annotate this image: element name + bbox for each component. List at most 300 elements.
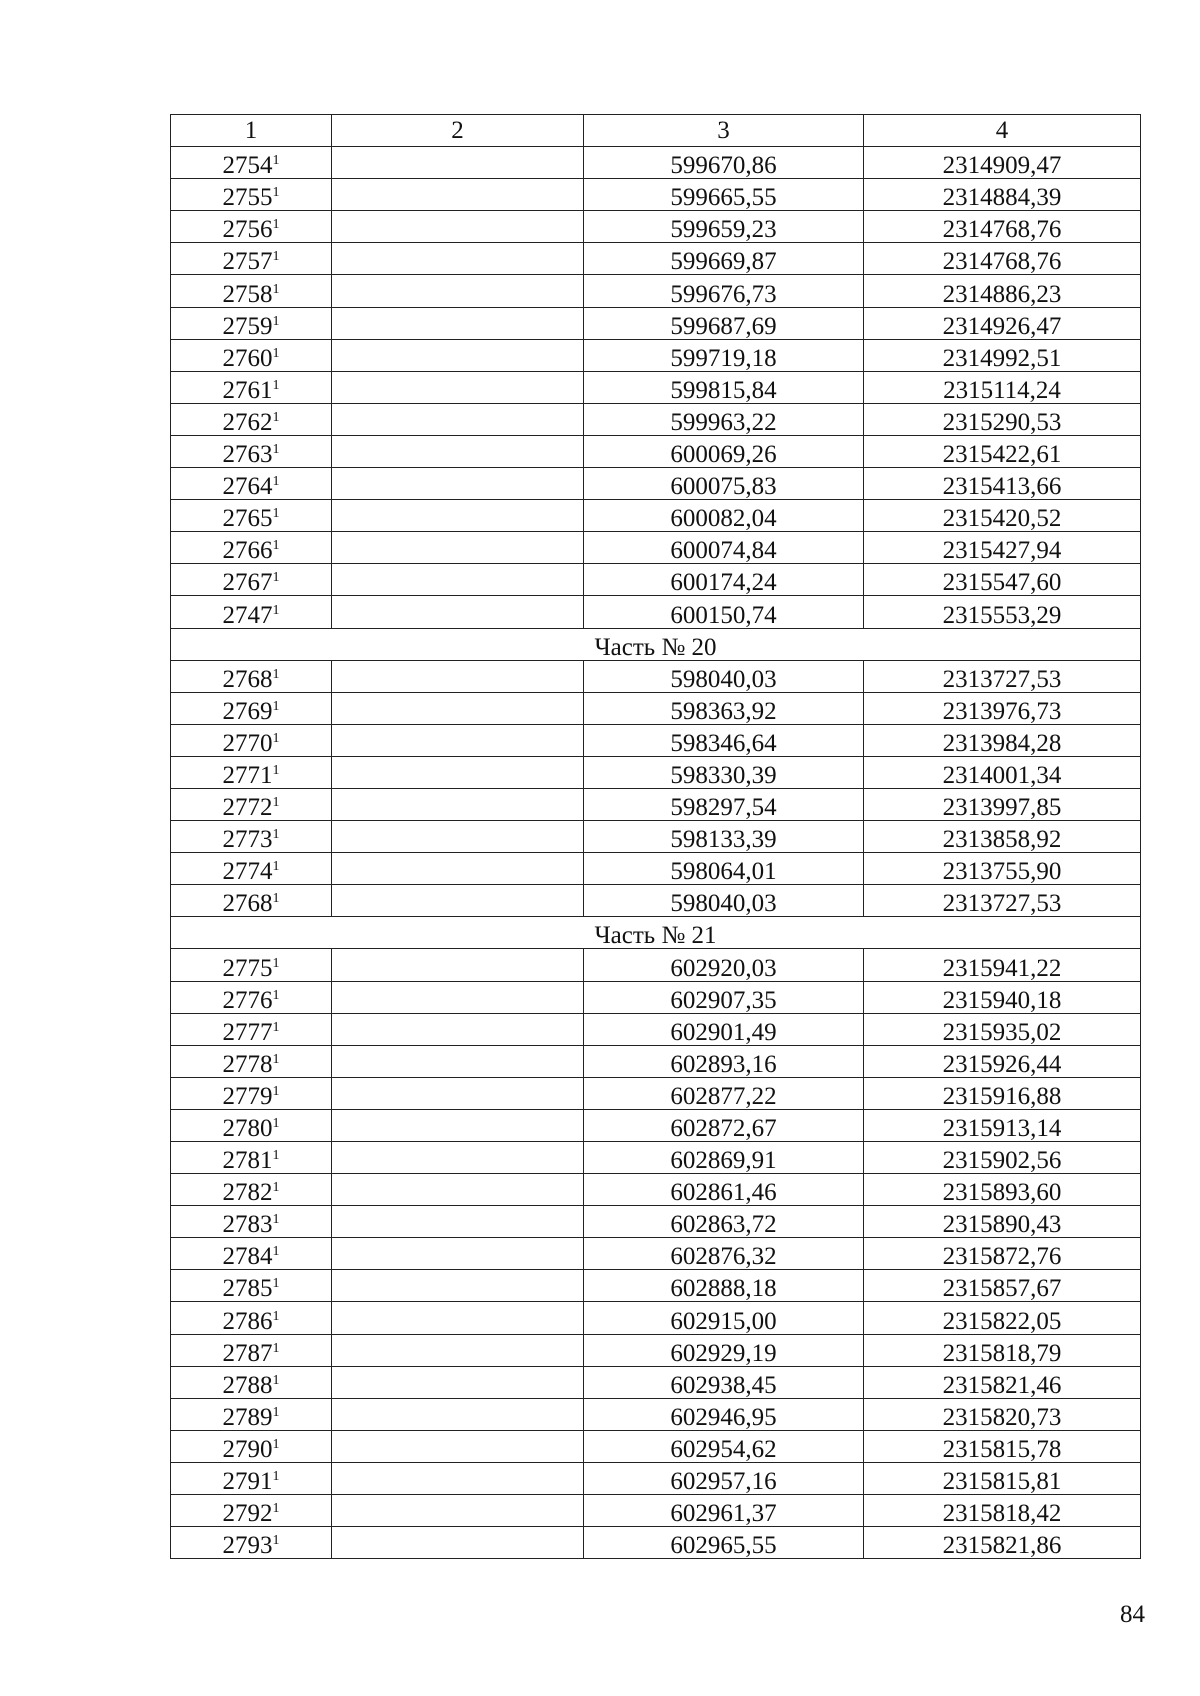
column-2-cell xyxy=(332,756,584,788)
table-row xyxy=(171,981,1141,1013)
column-2-cell xyxy=(332,147,584,179)
point-number: 2772 xyxy=(222,794,273,821)
point-number-superscript: 1 xyxy=(272,1212,280,1228)
point-number-superscript: 1 xyxy=(272,1469,280,1485)
table-row xyxy=(171,756,1141,788)
column-2-cell xyxy=(332,821,584,853)
point-number-cell xyxy=(171,564,332,596)
y-coordinate-cell: 2315926,44 xyxy=(864,1045,1141,1077)
table-row xyxy=(171,371,1141,403)
x-coordinate-cell: 598133,39 xyxy=(584,821,864,853)
x-coordinate-cell: 599665,55 xyxy=(584,179,864,211)
x-coordinate-cell: 600150,74 xyxy=(584,596,864,628)
table-row xyxy=(171,275,1141,307)
point-number: 2793 xyxy=(222,1532,273,1559)
point-number: 2767 xyxy=(222,569,273,596)
table-row xyxy=(171,1077,1141,1109)
column-2-cell xyxy=(332,243,584,275)
y-coordinate-cell: 2315815,81 xyxy=(864,1462,1141,1494)
point-number-cell xyxy=(171,596,332,628)
column-2-cell xyxy=(332,564,584,596)
column-2-cell xyxy=(332,692,584,724)
point-number-cell xyxy=(171,660,332,692)
y-coordinate-cell: 2313755,90 xyxy=(864,853,1141,885)
table-row xyxy=(171,307,1141,339)
y-coordinate-cell: 2314992,51 xyxy=(864,339,1141,371)
point-number-superscript: 1 xyxy=(272,1340,280,1356)
point-number-superscript: 1 xyxy=(272,1372,280,1388)
point-number-cell xyxy=(171,1270,332,1302)
coordinates-table xyxy=(170,114,1141,1559)
column-2-cell xyxy=(332,981,584,1013)
point-number-superscript: 1 xyxy=(272,313,280,329)
point-number-superscript: 1 xyxy=(272,570,280,586)
point-number: 2776 xyxy=(222,986,273,1014)
column-2-cell xyxy=(332,1527,584,1559)
point-number: 2770 xyxy=(222,729,273,757)
column-2-cell xyxy=(332,1462,584,1494)
column-2-cell xyxy=(332,1495,584,1527)
point-number-cell xyxy=(171,1077,332,1109)
point-number-cell xyxy=(171,532,332,564)
x-coordinate-cell: 602961,37 xyxy=(584,1495,864,1527)
point-number-superscript: 1 xyxy=(272,1019,280,1035)
column-2-cell xyxy=(332,371,584,403)
point-number-superscript: 1 xyxy=(272,602,280,618)
x-coordinate-cell: 599676,73 xyxy=(584,275,864,307)
y-coordinate-cell: 2314768,76 xyxy=(864,243,1141,275)
column-2-cell xyxy=(332,179,584,211)
point-number-cell xyxy=(171,468,332,500)
x-coordinate-cell: 602929,19 xyxy=(584,1334,864,1366)
point-number-cell xyxy=(171,949,332,981)
point-number-cell xyxy=(171,724,332,756)
column-2-cell xyxy=(332,532,584,564)
table-row xyxy=(171,179,1141,211)
point-number-cell xyxy=(171,1109,332,1141)
column-2-cell xyxy=(332,500,584,532)
table-row xyxy=(171,949,1141,981)
point-number: 2783 xyxy=(222,1211,273,1238)
point-number-superscript: 1 xyxy=(272,1404,280,1420)
x-coordinate-cell: 602907,35 xyxy=(584,981,864,1013)
section-label: Часть № 21 xyxy=(171,917,1141,949)
point-number: 2769 xyxy=(222,697,273,725)
point-number-superscript: 1 xyxy=(272,1308,280,1324)
point-number: 2757 xyxy=(222,248,273,275)
point-number-superscript: 1 xyxy=(272,1501,280,1517)
point-number-cell xyxy=(171,692,332,724)
point-number-cell xyxy=(171,307,332,339)
header-cell-1: 1 xyxy=(171,115,332,147)
point-number: 2766 xyxy=(222,537,273,564)
point-number-superscript: 1 xyxy=(272,185,280,201)
section-row xyxy=(171,917,1141,949)
y-coordinate-cell: 2315940,18 xyxy=(864,981,1141,1013)
y-coordinate-cell: 2313858,92 xyxy=(864,821,1141,853)
point-number-cell xyxy=(171,211,332,243)
table-row xyxy=(171,596,1141,628)
table-row xyxy=(171,1109,1141,1141)
table-row xyxy=(171,1238,1141,1270)
point-number: 2775 xyxy=(222,954,273,982)
x-coordinate-cell: 602876,32 xyxy=(584,1238,864,1270)
point-number: 2747 xyxy=(222,601,273,628)
column-2-cell xyxy=(332,724,584,756)
point-number: 2777 xyxy=(222,1018,273,1046)
table-row xyxy=(171,1302,1141,1334)
column-2-cell xyxy=(332,1174,584,1206)
point-number-superscript: 1 xyxy=(272,795,280,811)
x-coordinate-cell: 598346,64 xyxy=(584,724,864,756)
table-row xyxy=(171,821,1141,853)
point-number-cell xyxy=(171,1334,332,1366)
x-coordinate-cell: 602938,45 xyxy=(584,1366,864,1398)
point-number-cell xyxy=(171,1142,332,1174)
table-row xyxy=(171,564,1141,596)
table-row xyxy=(171,788,1141,820)
point-number-cell xyxy=(171,147,332,179)
point-number: 2754 xyxy=(222,152,273,179)
x-coordinate-cell: 602901,49 xyxy=(584,1013,864,1045)
x-coordinate-cell: 600075,83 xyxy=(584,468,864,500)
point-number-cell xyxy=(171,981,332,1013)
point-number-superscript: 1 xyxy=(272,698,280,714)
point-number-cell xyxy=(171,435,332,467)
y-coordinate-cell: 2315857,67 xyxy=(864,1270,1141,1302)
column-2-cell xyxy=(332,1077,584,1109)
table-row xyxy=(171,1366,1141,1398)
x-coordinate-cell: 602965,55 xyxy=(584,1527,864,1559)
point-number: 2785 xyxy=(222,1275,273,1302)
page-number: 84 xyxy=(1120,1601,1145,1628)
y-coordinate-cell: 2315553,29 xyxy=(864,596,1141,628)
y-coordinate-cell: 2315818,79 xyxy=(864,1334,1141,1366)
table-row xyxy=(171,1174,1141,1206)
point-number-cell xyxy=(171,1398,332,1430)
y-coordinate-cell: 2315820,73 xyxy=(864,1398,1141,1430)
column-2-cell xyxy=(332,211,584,243)
x-coordinate-cell: 598330,39 xyxy=(584,756,864,788)
header-row xyxy=(171,115,1141,147)
point-number: 2768 xyxy=(222,665,273,693)
point-number: 2779 xyxy=(222,1082,273,1110)
point-number-superscript: 1 xyxy=(272,249,280,265)
x-coordinate-cell: 602957,16 xyxy=(584,1462,864,1494)
y-coordinate-cell: 2313984,28 xyxy=(864,724,1141,756)
column-2-cell xyxy=(332,339,584,371)
y-coordinate-cell: 2315427,94 xyxy=(864,532,1141,564)
column-2-cell xyxy=(332,1302,584,1334)
x-coordinate-cell: 600069,26 xyxy=(584,435,864,467)
x-coordinate-cell: 599670,86 xyxy=(584,147,864,179)
point-number-cell xyxy=(171,1174,332,1206)
point-number-superscript: 1 xyxy=(272,1083,280,1099)
x-coordinate-cell: 598040,03 xyxy=(584,885,864,917)
x-coordinate-cell: 602869,91 xyxy=(584,1142,864,1174)
point-number: 2760 xyxy=(222,344,273,372)
column-2-cell xyxy=(332,1045,584,1077)
table-row xyxy=(171,468,1141,500)
point-number: 2756 xyxy=(222,216,273,243)
point-number: 2784 xyxy=(222,1243,273,1270)
point-number: 2764 xyxy=(222,473,273,500)
point-number-superscript: 1 xyxy=(272,762,280,778)
column-2-cell xyxy=(332,949,584,981)
point-number-cell xyxy=(171,243,332,275)
point-number-superscript: 1 xyxy=(272,442,280,458)
y-coordinate-cell: 2313997,85 xyxy=(864,788,1141,820)
y-coordinate-cell: 2314001,34 xyxy=(864,756,1141,788)
point-number-cell xyxy=(171,1045,332,1077)
x-coordinate-cell: 600082,04 xyxy=(584,500,864,532)
point-number: 2782 xyxy=(222,1179,273,1206)
table-row xyxy=(171,1527,1141,1559)
point-number: 2762 xyxy=(222,408,273,436)
point-number: 2771 xyxy=(222,761,273,789)
point-number-superscript: 1 xyxy=(272,827,280,843)
table-row xyxy=(171,211,1141,243)
x-coordinate-cell: 602946,95 xyxy=(584,1398,864,1430)
column-2-cell xyxy=(332,1270,584,1302)
y-coordinate-cell: 2314886,23 xyxy=(864,275,1141,307)
table-row xyxy=(171,1334,1141,1366)
point-number-superscript: 1 xyxy=(272,474,280,490)
point-number-cell xyxy=(171,853,332,885)
table-row xyxy=(171,1270,1141,1302)
y-coordinate-cell: 2315890,43 xyxy=(864,1206,1141,1238)
y-coordinate-cell: 2315902,56 xyxy=(864,1142,1141,1174)
point-number-superscript: 1 xyxy=(272,666,280,682)
y-coordinate-cell: 2315913,14 xyxy=(864,1109,1141,1141)
y-coordinate-cell: 2315547,60 xyxy=(864,564,1141,596)
point-number-cell xyxy=(171,1366,332,1398)
table-row xyxy=(171,1013,1141,1045)
y-coordinate-cell: 2315818,42 xyxy=(864,1495,1141,1527)
column-2-cell xyxy=(332,1398,584,1430)
x-coordinate-cell: 598040,03 xyxy=(584,660,864,692)
column-2-cell xyxy=(332,1206,584,1238)
point-number: 2759 xyxy=(222,312,273,340)
y-coordinate-cell: 2315916,88 xyxy=(864,1077,1141,1109)
y-coordinate-cell: 2314926,47 xyxy=(864,307,1141,339)
column-2-cell xyxy=(332,1109,584,1141)
y-coordinate-cell: 2315290,53 xyxy=(864,403,1141,435)
table-row xyxy=(171,500,1141,532)
section-row xyxy=(171,628,1141,660)
table-row xyxy=(171,1495,1141,1527)
y-coordinate-cell: 2314768,76 xyxy=(864,211,1141,243)
column-2-cell xyxy=(332,1238,584,1270)
table-row xyxy=(171,1398,1141,1430)
point-number: 2792 xyxy=(222,1500,273,1527)
x-coordinate-cell: 602954,62 xyxy=(584,1430,864,1462)
x-coordinate-cell: 599719,18 xyxy=(584,339,864,371)
point-number: 2768 xyxy=(222,890,273,917)
table-row xyxy=(171,1462,1141,1494)
y-coordinate-cell: 2315422,61 xyxy=(864,435,1141,467)
point-number-cell xyxy=(171,885,332,917)
table-row xyxy=(171,147,1141,179)
column-2-cell xyxy=(332,596,584,628)
point-number-cell xyxy=(171,403,332,435)
header-cell-4: 4 xyxy=(864,115,1141,147)
y-coordinate-cell: 2315413,66 xyxy=(864,468,1141,500)
x-coordinate-cell: 602872,67 xyxy=(584,1109,864,1141)
point-number-cell xyxy=(171,1430,332,1462)
y-coordinate-cell: 2315420,52 xyxy=(864,500,1141,532)
point-number-superscript: 1 xyxy=(272,153,280,169)
point-number-superscript: 1 xyxy=(272,1051,280,1067)
point-number-cell xyxy=(171,756,332,788)
y-coordinate-cell: 2313976,73 xyxy=(864,692,1141,724)
table-row xyxy=(171,1142,1141,1174)
coordinates-table-body xyxy=(171,115,1141,1559)
point-number-superscript: 1 xyxy=(272,281,280,297)
point-number-cell xyxy=(171,500,332,532)
point-number: 2778 xyxy=(222,1050,273,1078)
x-coordinate-cell: 599659,23 xyxy=(584,211,864,243)
point-number-cell xyxy=(171,1527,332,1559)
x-coordinate-cell: 602861,46 xyxy=(584,1174,864,1206)
point-number-cell xyxy=(171,371,332,403)
column-2-cell xyxy=(332,788,584,820)
column-2-cell xyxy=(332,1013,584,1045)
y-coordinate-cell: 2315821,46 xyxy=(864,1366,1141,1398)
x-coordinate-cell: 599963,22 xyxy=(584,403,864,435)
table-row xyxy=(171,403,1141,435)
point-number-superscript: 1 xyxy=(272,730,280,746)
y-coordinate-cell: 2315815,78 xyxy=(864,1430,1141,1462)
table-row xyxy=(171,660,1141,692)
point-number-cell xyxy=(171,1495,332,1527)
column-2-cell xyxy=(332,468,584,500)
table-row xyxy=(171,1206,1141,1238)
x-coordinate-cell: 602893,16 xyxy=(584,1045,864,1077)
column-2-cell xyxy=(332,1334,584,1366)
x-coordinate-cell: 602877,22 xyxy=(584,1077,864,1109)
point-number-superscript: 1 xyxy=(272,345,280,361)
point-number-superscript: 1 xyxy=(272,859,280,875)
point-number: 2780 xyxy=(222,1115,273,1142)
x-coordinate-cell: 599669,87 xyxy=(584,243,864,275)
table-row xyxy=(171,692,1141,724)
table-row xyxy=(171,435,1141,467)
y-coordinate-cell: 2313727,53 xyxy=(864,885,1141,917)
header-cell-2: 2 xyxy=(332,115,584,147)
column-2-cell xyxy=(332,275,584,307)
x-coordinate-cell: 599815,84 xyxy=(584,371,864,403)
y-coordinate-cell: 2315941,22 xyxy=(864,949,1141,981)
point-number-superscript: 1 xyxy=(272,1276,280,1292)
y-coordinate-cell: 2315893,60 xyxy=(864,1174,1141,1206)
point-number: 2765 xyxy=(222,505,273,532)
point-number-cell xyxy=(171,1238,332,1270)
x-coordinate-cell: 598297,54 xyxy=(584,788,864,820)
y-coordinate-cell: 2315114,24 xyxy=(864,371,1141,403)
point-number-superscript: 1 xyxy=(272,506,280,522)
table-row xyxy=(171,532,1141,564)
point-number-superscript: 1 xyxy=(272,955,280,971)
point-number: 2789 xyxy=(222,1403,273,1431)
point-number-cell xyxy=(171,1013,332,1045)
column-2-cell xyxy=(332,1430,584,1462)
y-coordinate-cell: 2314909,47 xyxy=(864,147,1141,179)
table-row xyxy=(171,1430,1141,1462)
y-coordinate-cell: 2315821,86 xyxy=(864,1527,1141,1559)
column-2-cell xyxy=(332,1142,584,1174)
point-number-cell xyxy=(171,339,332,371)
point-number-superscript: 1 xyxy=(272,987,280,1003)
point-number: 2786 xyxy=(222,1307,273,1335)
table-row xyxy=(171,1045,1141,1077)
column-2-cell xyxy=(332,853,584,885)
x-coordinate-cell: 598064,01 xyxy=(584,853,864,885)
x-coordinate-cell: 602915,00 xyxy=(584,1302,864,1334)
point-number: 2761 xyxy=(222,376,273,404)
point-number-cell xyxy=(171,1302,332,1334)
x-coordinate-cell: 599687,69 xyxy=(584,307,864,339)
point-number-superscript: 1 xyxy=(272,409,280,425)
section-label: Часть № 20 xyxy=(171,628,1141,660)
point-number-superscript: 1 xyxy=(272,538,280,554)
table-row xyxy=(171,243,1141,275)
point-number-superscript: 1 xyxy=(272,1148,280,1164)
column-2-cell xyxy=(332,307,584,339)
point-number-superscript: 1 xyxy=(272,1436,280,1452)
point-number: 2755 xyxy=(222,184,273,211)
point-number-cell xyxy=(171,788,332,820)
point-number-superscript: 1 xyxy=(272,1180,280,1196)
x-coordinate-cell: 602888,18 xyxy=(584,1270,864,1302)
point-number-superscript: 1 xyxy=(272,377,280,393)
point-number-superscript: 1 xyxy=(272,1116,280,1131)
y-coordinate-cell: 2315935,02 xyxy=(864,1013,1141,1045)
table-row xyxy=(171,724,1141,756)
point-number: 2790 xyxy=(222,1435,273,1463)
point-number: 2781 xyxy=(222,1147,273,1174)
x-coordinate-cell: 602863,72 xyxy=(584,1206,864,1238)
point-number: 2774 xyxy=(222,858,273,885)
x-coordinate-cell: 600174,24 xyxy=(584,564,864,596)
y-coordinate-cell: 2315822,05 xyxy=(864,1302,1141,1334)
point-number: 2791 xyxy=(222,1468,273,1495)
y-coordinate-cell: 2314884,39 xyxy=(864,179,1141,211)
column-2-cell xyxy=(332,660,584,692)
table-row xyxy=(171,853,1141,885)
point-number: 2763 xyxy=(222,441,273,468)
table-row xyxy=(171,339,1141,371)
table-row xyxy=(171,885,1141,917)
point-number-superscript: 1 xyxy=(272,891,280,907)
column-2-cell xyxy=(332,885,584,917)
y-coordinate-cell: 2313727,53 xyxy=(864,660,1141,692)
point-number-cell xyxy=(171,1462,332,1494)
column-2-cell xyxy=(332,435,584,467)
point-number-cell xyxy=(171,275,332,307)
x-coordinate-cell: 600074,84 xyxy=(584,532,864,564)
point-number-superscript: 1 xyxy=(272,217,280,233)
column-2-cell xyxy=(332,1366,584,1398)
point-number: 2787 xyxy=(222,1339,273,1367)
x-coordinate-cell: 598363,92 xyxy=(584,692,864,724)
point-number-cell xyxy=(171,179,332,211)
point-number: 2788 xyxy=(222,1371,273,1399)
x-coordinate-cell: 602920,03 xyxy=(584,949,864,981)
point-number: 2773 xyxy=(222,826,273,853)
header-cell-3: 3 xyxy=(584,115,864,147)
point-number-cell xyxy=(171,1206,332,1238)
